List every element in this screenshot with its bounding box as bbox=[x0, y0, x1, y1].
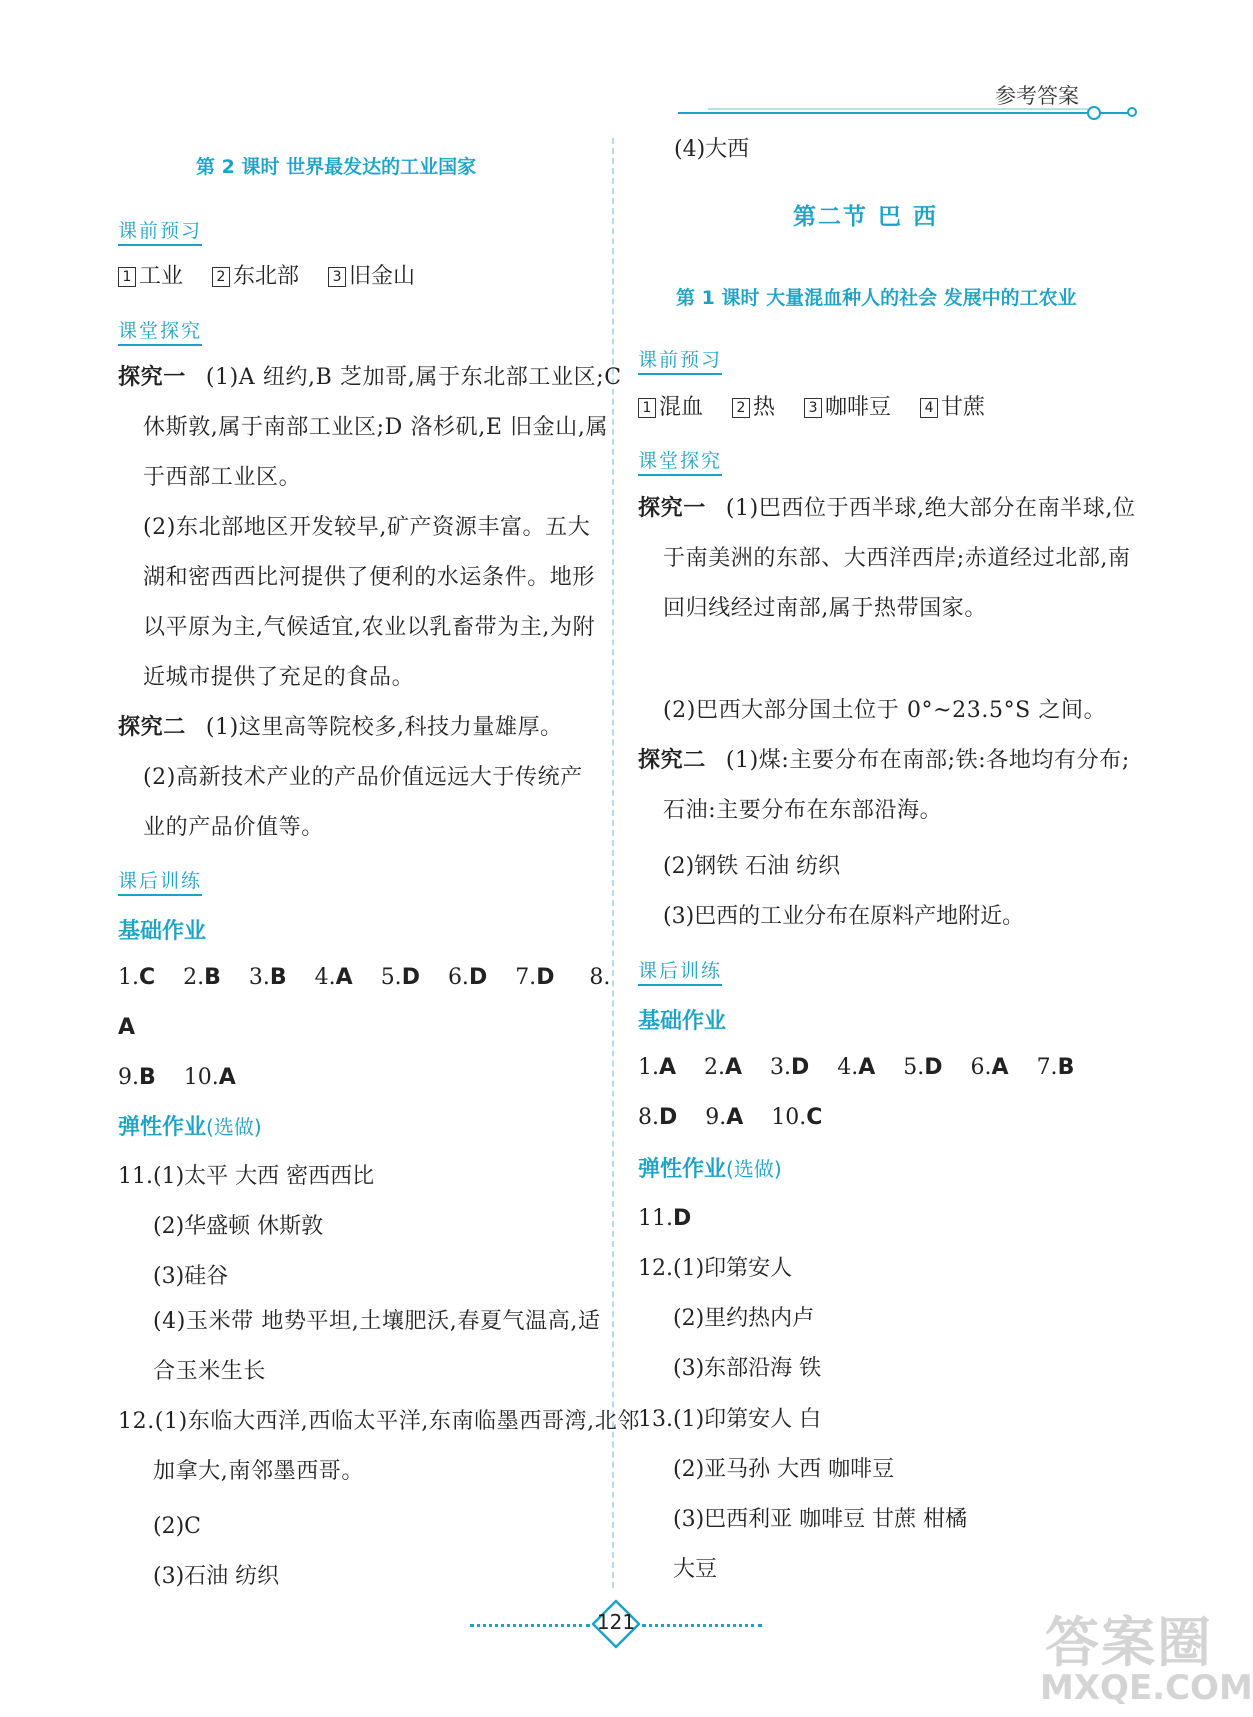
q11-line4: (4)玉米带 地势平坦,土壤肥沃,春夏气温高,适合玉米生长 bbox=[153, 1309, 601, 1384]
preview-item: 1 混血 bbox=[638, 395, 703, 420]
q12-line3: (3)石油 纺织 bbox=[153, 1564, 280, 1589]
header-title: 参考答案 bbox=[995, 84, 1079, 108]
watermark-logo: 答案圈 bbox=[1045, 1611, 1213, 1674]
preview-item: 3 咖啡豆 bbox=[804, 395, 891, 420]
explore1-answer-2: (2)东北部地区开发较早,矿产资源丰富。五大湖和密西西比河提供了便利的水运条件。地形以平原为主,气候适宜,农业以乳畜带为主,为附近城市提供了充足的食品。 bbox=[143, 515, 596, 690]
explore1-label: 探究一 bbox=[118, 365, 186, 390]
preview-answers bbox=[118, 262, 437, 292]
section-title: 第二节 巴 西 bbox=[793, 204, 939, 230]
answer-line: (2)亚马孙 大西 咖啡豆 bbox=[673, 1457, 895, 1482]
basic-answers-line3: 9.B 10.A bbox=[118, 1065, 236, 1090]
q11-answer: 11.D bbox=[638, 1206, 692, 1231]
explore1-answer: 探究一 (1)巴西位于西半球,绝大部分在南半球,位于南美洲的东部、大西洋西岸;赤道经过北部,南回归线经过南部,属于热带国家。 bbox=[638, 496, 1136, 621]
explore1-label: 探究一 bbox=[638, 496, 706, 521]
q12-line1: 12.(1)东临大西洋,西临太平洋,东南临墨西哥湾,北邻加拿大,南邻墨西哥。 bbox=[118, 1409, 640, 1484]
basic-title: 基础作业 bbox=[638, 1009, 727, 1034]
preview-item: 4 甘蔗 bbox=[920, 395, 985, 420]
basic-title: 基础作业 bbox=[118, 919, 207, 944]
answer-line: (3)巴西利亚 咖啡豆 甘蔗 柑橘 bbox=[673, 1507, 968, 1532]
preview-tag: 课前预习 bbox=[118, 216, 202, 246]
lesson-title: 第 2 课时 世界最发达的工业国家 bbox=[196, 156, 477, 178]
explore2-answer-3: (3)巴西的工业分布在原料产地附近。 bbox=[663, 904, 1025, 929]
basic-answers-line1: 1.C 2.B 3.B 4.A 5.D 6.D 7.D 8. bbox=[118, 965, 611, 990]
answer-line: (3)东部沿海 铁 bbox=[673, 1356, 822, 1381]
lesson-title: 第 1 课时 大量混血种人的社会 发展中的工农业 bbox=[676, 287, 1077, 309]
preview-item: 2 热 bbox=[732, 395, 775, 420]
answer-line: 12.(1)印第安人 bbox=[638, 1256, 793, 1281]
explore2-label: 探究二 bbox=[638, 748, 706, 773]
basic-answers-line2: 8.D 9.A 10.C bbox=[638, 1105, 823, 1130]
explore2-answer: 探究二 (1)煤:主要分布在南部;铁:各地均有分布;石油:主要分布在东部沿海。 bbox=[638, 748, 1130, 823]
footer-dots-left bbox=[470, 1624, 590, 1627]
flex-title: 弹性作业(选做) bbox=[638, 1157, 782, 1182]
answer-line: 13.(1)印第安人 白 bbox=[638, 1407, 822, 1432]
watermark-url: MXQE.COM bbox=[1040, 1668, 1253, 1708]
preview-answers bbox=[638, 393, 1007, 423]
basic-answers-line1: 1.A 2.A 3.D 4.A 5.D 6.A 7.B bbox=[638, 1055, 1075, 1080]
q11-line1: 11.(1)太平 大西 密西西比 bbox=[118, 1164, 375, 1189]
preview-item: 3 旧金山 bbox=[328, 264, 415, 289]
after-class-tag: 课后训练 bbox=[118, 866, 202, 896]
flex-title: 弹性作业(选做) bbox=[118, 1115, 262, 1140]
explore1-answer: 探究一 (1)A 纽约,B 芝加哥,属于东北部工业区;C 休斯敦,属于南部工业区;D 洛杉矶,E 旧金山,属于西部工业区。 bbox=[118, 365, 622, 490]
explore2-label: 探究二 bbox=[118, 715, 186, 740]
q11-line2: (2)华盛顿 休斯敦 bbox=[153, 1214, 324, 1239]
preview-item: 2 东北部 bbox=[212, 264, 299, 289]
explore2-answer-2: (2)高新技术产业的产品价值远远大于传统产业的产品价值等。 bbox=[143, 765, 583, 840]
explore2-answer: 探究二 (1)这里高等院校多,科技力量雄厚。 bbox=[118, 715, 563, 740]
q12-line2: (2)C bbox=[153, 1514, 201, 1539]
basic-answers-line2: A bbox=[118, 1015, 136, 1040]
after-class-tag: 课后训练 bbox=[638, 956, 722, 986]
answer-line: (2)里约热内卢 bbox=[673, 1306, 815, 1331]
footer-dots-right bbox=[642, 1624, 762, 1627]
answer-line: 大豆 bbox=[673, 1557, 718, 1582]
carry-line: (4)大西 bbox=[674, 137, 750, 162]
page-number: 121 bbox=[596, 1610, 636, 1634]
explore-tag: 课堂探究 bbox=[118, 316, 202, 346]
explore-tag: 课堂探究 bbox=[638, 446, 722, 476]
preview-tag: 课前预习 bbox=[638, 345, 722, 375]
header-decor-line bbox=[678, 106, 1138, 120]
preview-item: 1 工业 bbox=[118, 264, 183, 289]
explore2-answer-2: (2)钢铁 石油 纺织 bbox=[663, 854, 841, 879]
q11-line3: (3)硅谷 bbox=[153, 1264, 229, 1289]
explore1-answer-2: (2)巴西大部分国土位于 0°~23.5°S 之间。 bbox=[663, 698, 1107, 723]
